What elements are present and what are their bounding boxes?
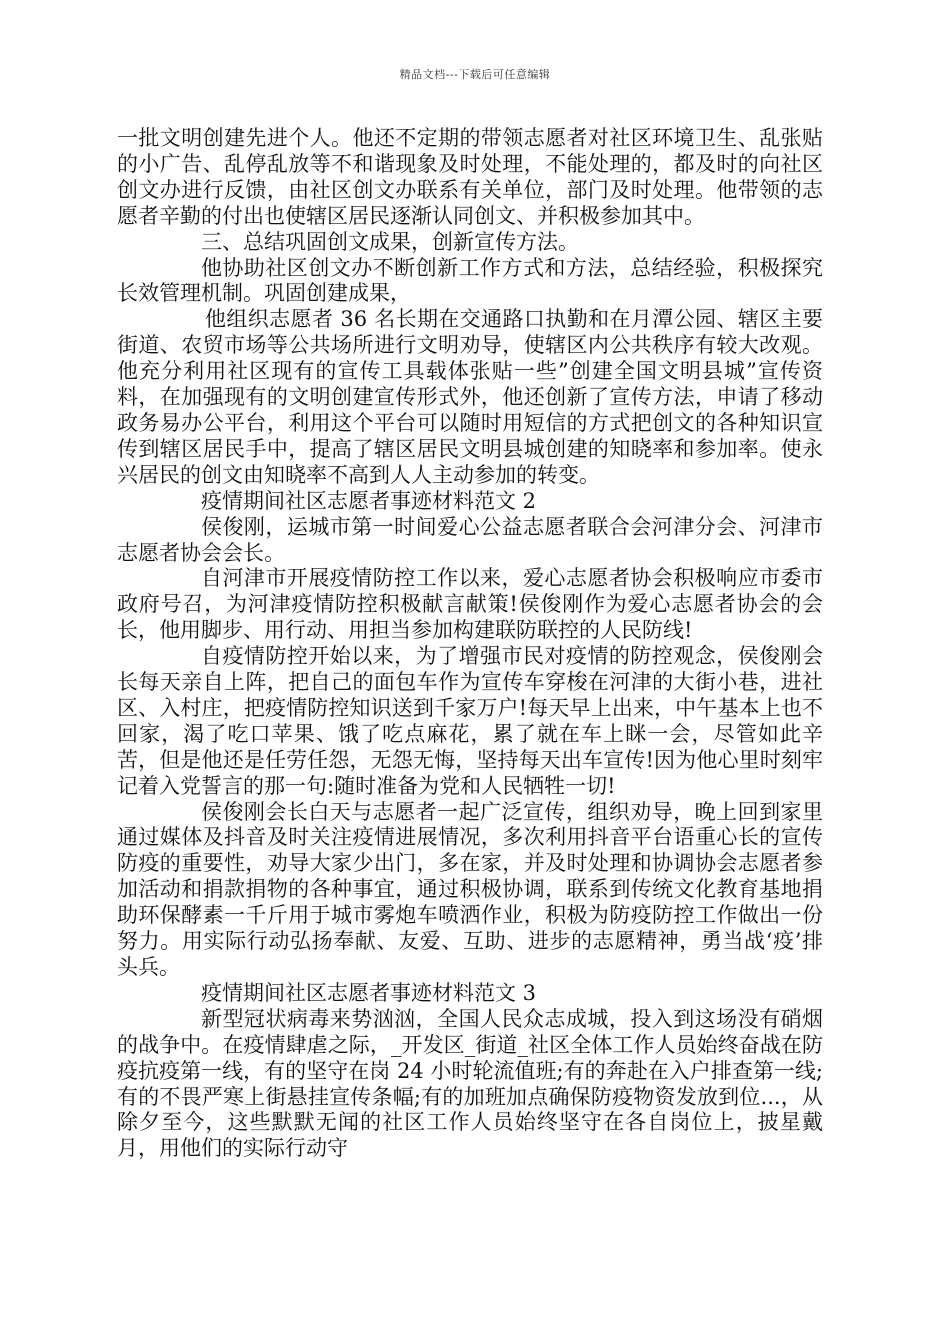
section-heading-3: 三、总结巩固创文成果，创新宣传方法。: [201, 229, 579, 254]
paragraph-5: 自河津市开展疫情防控工作以来，爱心志愿者协会积极响应市委市政府号召，为河津疫情防控积极献言献策!侯俊刚作为爱心志愿者协会的会长，他用脚步、用行动、用担当参加构建联防联控的人民防线!: [117, 566, 823, 643]
paragraph-6: 自疫情防控开始以来，为了增强市民对疫情的防控观念，侯俊刚会长每天亲自上阵，把自己的面包车作为宣传车穿梭在河津的大街小巷，进社区、入村庄，把疫情防控知识送到千家万户!每天早上出来，中午基本上也不回家，渴了吃口苹果、饿了吃点麻花，累了就在车上眯一会，尽管如此辛苦，但是他还是任劳任怨，无怨无悔，坚持每天出车宣传!因为他心里时刻牢记着入党誓言的那一句:随时准备为党和人民牺牲一切!: [117, 644, 823, 798]
paragraph-3: 他组织志愿者 36 名长期在交通路口执勤和在月潭公园、辖区主要街道、农贸市场等公共场所进行文明劝导，使辖区内公共秩序有较大改观。他充分利用社区现有的宣传工具载体张贴一些”创建全国文明县城”宣传资料，在加强现有的文明创建宣传形式外，他还创新了宣传方法，申请了移动政务易办公平台，利用这个平台可以随时用短信的方式把创文的各种知识宣传到辖区居民手中，提高了辖区居民文明县城创建的知晓率和参加率。使永兴居民的创文由知晓率不高到人人主动参加的转变。: [117, 307, 823, 487]
paragraph-7: 侯俊刚会长白天与志愿者一起广泛宣传，组织劝导，晚上回到家里通过媒体及抖音及时关注疫情进展情况，多次利用抖音平台语重心长的宣传防疫的重要性，劝导大家少出门，多在家，并及时处理和协调协会志愿者参加活动和捐款捐物的各种事宜，通过积极协调，联系到传统文化教育基地捐助环保酵素一千斤用于城市雾炮车喷洒作业，积极为防疫防控工作做出一份努力。用实际行动弘扬奉献、友爱、互助、进步的志愿精神，勇当战‘疫’排头兵。: [117, 799, 823, 979]
section-title-2: 疫情期间社区志愿者事迹材料范文 2: [201, 488, 537, 513]
page-header: 精品文档---下载后可任意编辑: [399, 68, 551, 81]
paragraph-4: 侯俊刚，运城市第一时间爱心公益志愿者联合会河津分会、河津市志愿者协会会长。: [117, 514, 823, 565]
paragraph-2: 他协助社区创文办不断创新工作方式和方法，总结经验，积极探究长效管理机制。巩固创建成果，: [117, 255, 823, 306]
paragraph-8: 新型冠状病毒来势汹汹，全国人民众志成城，投入到这场没有硝烟的战争中。在疫情肆虐之际，_开发区_街道_社区全体工作人员始终奋战在防疫抗疫第一线，有的坚守在岗 24 小时轮流值班;有的奔赴在入户排查第一线;有的不畏严寒上街悬挂宣传条幅;有的加班加点确保防疫物资发放到位...，从除夕至今，这些默默无闻的社区工作人员始终坚守在各自岗位上，披星戴月，用他们的实际行动守: [117, 1006, 823, 1161]
document-body: [117, 126, 823, 1162]
paragraph-1: 一批文明创建先进个人。他还不定期的带领志愿者对社区环境卫生、乱张贴的小广告、乱停乱放等不和谐现象及时处理，不能处理的，都及时的向社区创文办进行反馈，由社区创文办联系有关单位，部门及时处理。他带领的志愿者辛勤的付出也使辖区居民逐渐认同创文、并积极参加其中。: [117, 126, 823, 228]
section-title-3: 疫情期间社区志愿者事迹材料范文 3: [201, 980, 537, 1005]
